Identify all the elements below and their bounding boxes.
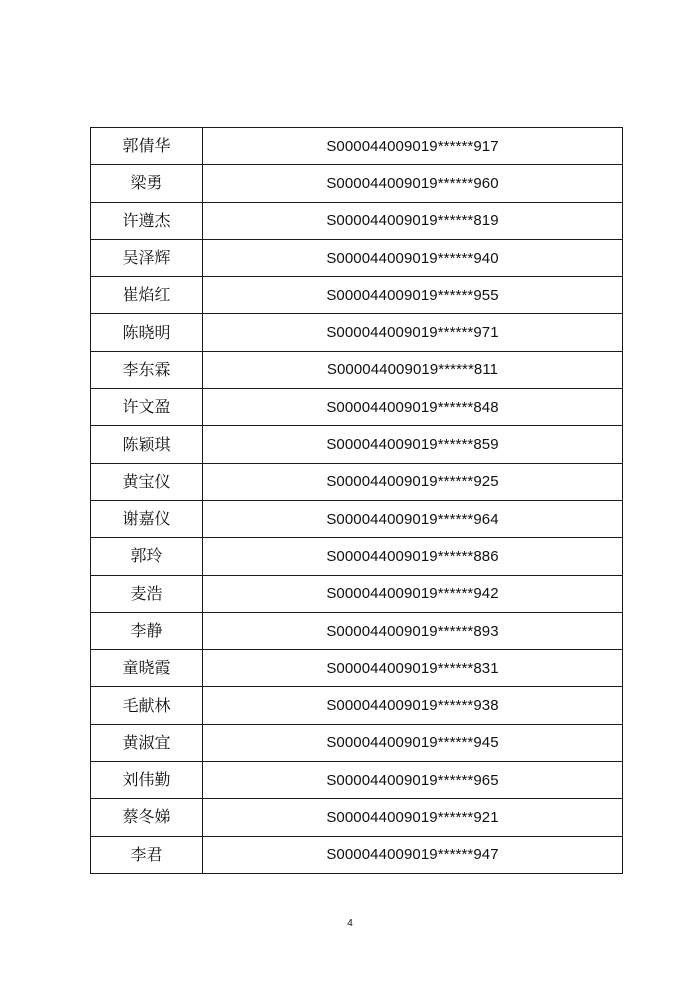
certificate-code-cell: S000044009019******964 — [203, 500, 623, 537]
certificate-code-cell: S000044009019******938 — [203, 687, 623, 724]
person-name-cell: 毛献林 — [91, 687, 203, 724]
certificate-code-cell: S000044009019******947 — [203, 836, 623, 873]
certificate-code-cell: S000044009019******917 — [203, 128, 623, 165]
certificate-code-cell: S000044009019******893 — [203, 612, 623, 649]
certificate-code-cell: S000044009019******859 — [203, 426, 623, 463]
person-name-cell: 许遵杰 — [91, 202, 203, 239]
person-name-cell: 崔焰红 — [91, 277, 203, 314]
person-name-cell: 蔡冬娣 — [91, 799, 203, 836]
table-row — [91, 799, 623, 836]
certificate-code-cell: S000044009019******925 — [203, 463, 623, 500]
table-row — [91, 239, 623, 276]
person-name-cell: 郭倩华 — [91, 128, 203, 165]
page-number: 4 — [347, 918, 353, 929]
person-name-cell: 谢嘉仪 — [91, 500, 203, 537]
table-row — [91, 202, 623, 239]
certificate-code-cell: S000044009019******971 — [203, 314, 623, 351]
table-row — [91, 426, 623, 463]
certificate-code-cell: S000044009019******886 — [203, 538, 623, 575]
table-row — [91, 128, 623, 165]
table-row — [91, 762, 623, 799]
certificate-code-cell: S000044009019******965 — [203, 762, 623, 799]
person-name-cell: 吴泽辉 — [91, 239, 203, 276]
certificate-code-cell: S000044009019******942 — [203, 575, 623, 612]
table-row — [91, 612, 623, 649]
table-row — [91, 724, 623, 761]
certificate-code-cell: S000044009019******945 — [203, 724, 623, 761]
table-row — [91, 575, 623, 612]
person-name-cell: 梁勇 — [91, 165, 203, 202]
person-name-cell: 陈颖琪 — [91, 426, 203, 463]
table-row — [91, 650, 623, 687]
certificate-code-cell: S000044009019******811 — [203, 351, 623, 388]
table-row — [91, 538, 623, 575]
person-name-cell: 陈晓明 — [91, 314, 203, 351]
person-name-cell: 黄淑宜 — [91, 724, 203, 761]
person-name-cell: 童晓霞 — [91, 650, 203, 687]
table-row — [91, 277, 623, 314]
table-row — [91, 836, 623, 873]
person-name-cell: 郭玲 — [91, 538, 203, 575]
table-row — [91, 351, 623, 388]
person-name-cell: 麦浩 — [91, 575, 203, 612]
certificate-code-cell: S000044009019******819 — [203, 202, 623, 239]
table-row — [91, 463, 623, 500]
roster-table-body — [91, 128, 623, 874]
person-name-cell: 许文盈 — [91, 389, 203, 426]
roster-table — [90, 127, 623, 874]
table-row — [91, 500, 623, 537]
person-name-cell: 李东霖 — [91, 351, 203, 388]
person-name-cell: 李君 — [91, 836, 203, 873]
table-row — [91, 165, 623, 202]
table-row — [91, 314, 623, 351]
table-row — [91, 687, 623, 724]
table-row — [91, 389, 623, 426]
certificate-code-cell: S000044009019******921 — [203, 799, 623, 836]
certificate-code-cell: S000044009019******831 — [203, 650, 623, 687]
certificate-code-cell: S000044009019******960 — [203, 165, 623, 202]
person-name-cell: 黄宝仪 — [91, 463, 203, 500]
certificate-code-cell: S000044009019******940 — [203, 239, 623, 276]
certificate-code-cell: S000044009019******955 — [203, 277, 623, 314]
person-name-cell: 刘伟勤 — [91, 762, 203, 799]
certificate-code-cell: S000044009019******848 — [203, 389, 623, 426]
person-name-cell: 李静 — [91, 612, 203, 649]
